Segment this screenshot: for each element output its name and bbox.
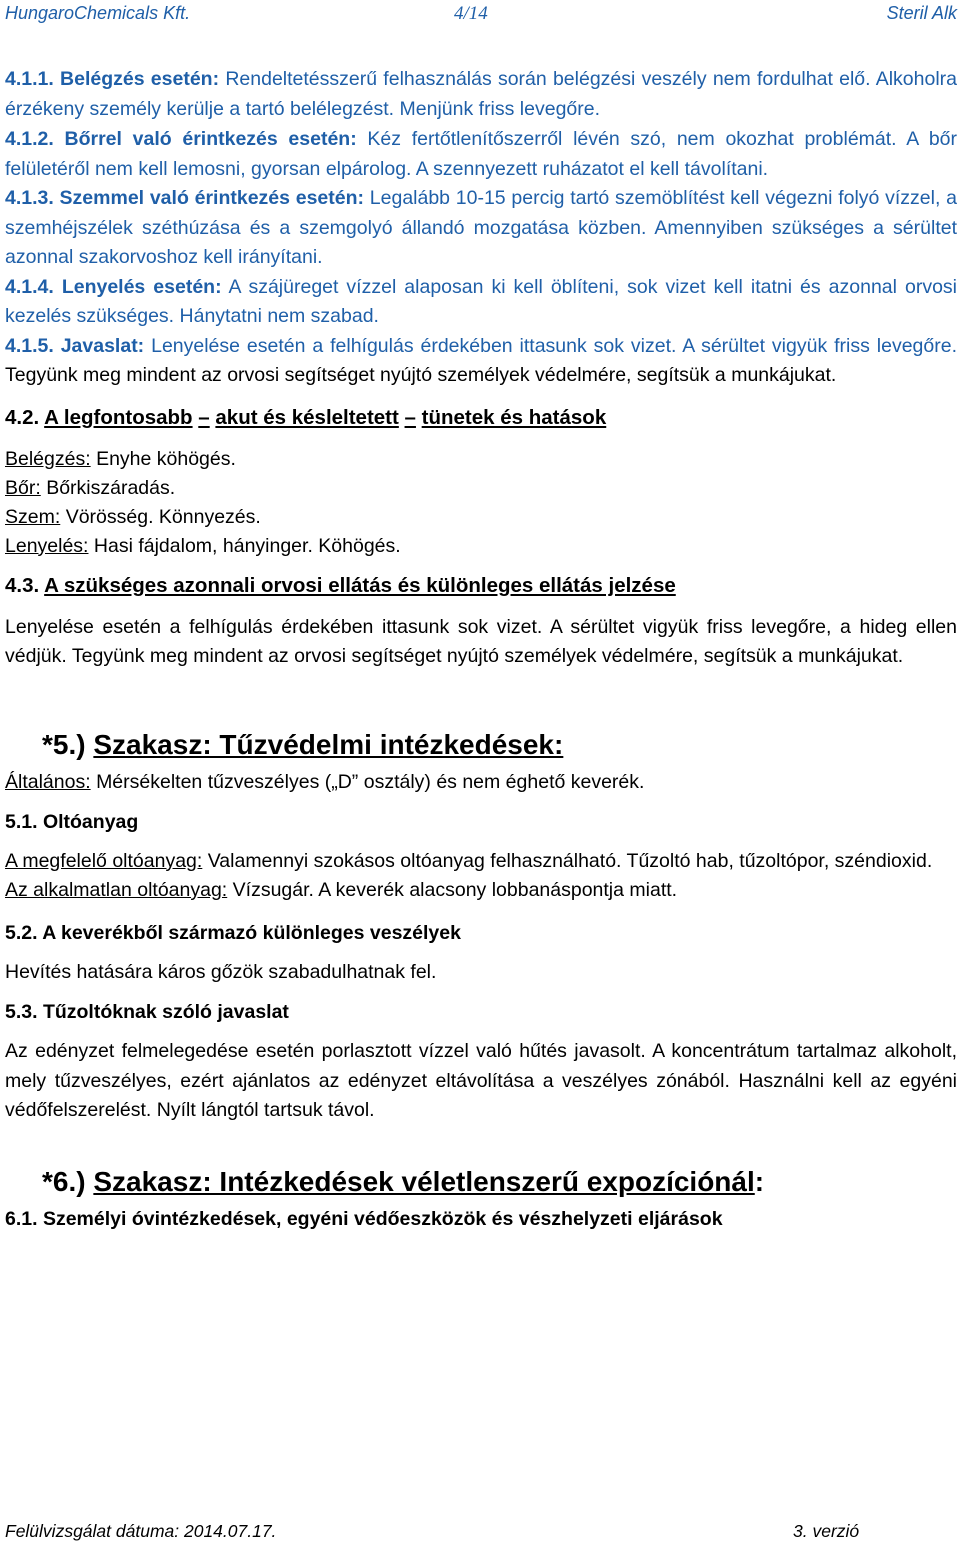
document-page — [5, 0, 957, 1547]
section-number: 4.1.1. — [5, 68, 54, 90]
header-company: HungaroChemicals Kft. — [5, 3, 191, 23]
section-title: Szakasz: Tűzvédelmi intézkedések: — [93, 728, 564, 760]
general-info — [5, 768, 957, 797]
section-number: 4.3. — [5, 573, 40, 597]
subsection-5-3-title: 5.3. Tűzoltóknak szóló javaslat — [5, 1001, 289, 1023]
symptom-item — [5, 532, 957, 561]
section-text-3: Használni kell az egyéni védőfelszerelést. — [5, 1069, 957, 1121]
heading-dash-1: – — [198, 405, 210, 429]
section-title: Belégzés esetén: — [60, 68, 220, 90]
section-text: Lenyelése esetén a felhígulás érdekében ittasunk sok vizet. A sérültet vigyük friss levegőre, a hideg ellen védjük. — [5, 615, 957, 667]
section-title: Bőrrel való érintkezés esetén: — [64, 128, 357, 150]
section-5-heading — [5, 727, 957, 763]
section-title: Szemmel való érintkezés esetén: — [59, 187, 365, 209]
section-4-2-heading — [5, 403, 957, 433]
section-number: 4.1.5. — [5, 334, 54, 357]
section-text: Rendeltetésszerű felhasználás során belégzési veszély nem fordulhat elő. Alkoholra érzékeny személy kerülje a tartó belélegzést. Menjünk friss levegőre. — [5, 68, 957, 120]
symptoms-list — [5, 445, 957, 561]
section-title: Szakasz: Intézkedések véletlenszerű expozíciónál — [93, 1165, 755, 1197]
symptom-text: Enyhe köhögés. — [96, 447, 236, 470]
section-colon: : — [754, 1165, 765, 1197]
symptom-text: Hasi fájdalom, hányinger. Köhögés. — [93, 534, 401, 557]
symptom-label: Szem: — [5, 505, 61, 528]
section-text: Lenyelése esetén a felhígulás érdekében ittasunk sok vizet. A sérültet vigyük friss levegőre. — [151, 334, 957, 357]
section-6-heading — [5, 1164, 957, 1200]
subsection-5-2-title: 5.2. A keverékből származó különleges veszélyek — [5, 921, 461, 944]
section-prefix: *6. — [42, 1165, 77, 1197]
subsection-5-3-text — [5, 1037, 957, 1126]
header-page-number: 4/14 — [454, 3, 488, 24]
section-text-2: Amennyiben szükséges a sérültet azonnal szakorvoshoz kell irányítani. — [5, 216, 958, 268]
section-number: 4.1.3. — [5, 187, 54, 209]
section-text: A szájüreget vízzel alaposan ki kell öblíteni, sok vizet kell itatni és azonnal orvosi kezelés szükséges. — [5, 275, 957, 327]
header-product: Steril Alk — [886, 3, 957, 23]
section-number: 4.1.4. — [5, 275, 54, 298]
symptom-label: Bőr: — [5, 476, 41, 499]
section-4-3-heading — [5, 571, 957, 601]
page-header — [5, 3, 957, 29]
section-text-2: Hánytatni nem szabad. — [179, 305, 379, 327]
symptom-item — [5, 474, 957, 503]
footer-review-date: Felülvizsgálat dátuma: 2014.07.17. — [5, 1521, 277, 1541]
document-body — [5, 64, 957, 1234]
subsection-5-1-title: 5.1. Oltóanyag — [5, 810, 139, 833]
section-paren: ) — [76, 1165, 86, 1197]
heading-dash-2: – — [404, 405, 416, 429]
section-4-1-1 — [5, 64, 957, 124]
suitable-extinguisher — [5, 847, 957, 877]
symptom-label: Lenyelés: — [5, 534, 89, 557]
suitable-text: Valamennyi szokásos oltóanyag felhasználható. — [207, 849, 622, 872]
section-4-1-3 — [5, 184, 957, 273]
unsuitable-text-2: A keverék alacsony lobbanáspontja miatt. — [318, 879, 678, 901]
suitable-text-2: Tűzoltó hab, tűzoltópor, széndioxid. — [626, 849, 933, 872]
heading-part-1: A legfontosabb — [44, 405, 193, 429]
section-title: Lenyelés esetén: — [61, 275, 222, 298]
heading-part-3: tünetek és hatások — [421, 405, 607, 429]
heading-title: A szükséges azonnali orvosi ellátás és különleges ellátás jelzése — [44, 573, 676, 597]
footer-version: 3. verzió — [793, 1521, 860, 1541]
symptom-text: Bőrkiszáradás. — [46, 476, 176, 499]
section-text-4: Nyílt lángtól tartsuk távol. — [156, 1099, 375, 1121]
suitable-label: A megfelelő oltóanyag: — [5, 849, 203, 872]
section-text-2: A koncentrátum tartalmaz alkoholt, mely tűzveszélyes, ezért ajánlatos az edényzet eltávolítása a veszélyes zónából. — [5, 1040, 957, 1092]
section-4-1-2 — [5, 124, 957, 184]
section-4-3-text — [5, 613, 957, 672]
subsection-6-1-title: 6.1. Személyi óvintézkedések, egyéni védőeszközök és vészhelyzeti eljárások — [5, 1207, 723, 1230]
symptom-text: Vörösség. Könnyezés. — [65, 505, 261, 528]
section-4-1-4 — [5, 273, 957, 332]
general-text: Mérsékelten tűzveszélyes („D” osztály) és nem éghető keverék. — [96, 770, 645, 793]
section-paren: ) — [76, 728, 86, 760]
symptom-item — [5, 445, 957, 474]
unsuitable-extinguisher — [5, 876, 957, 906]
section-prefix: *5. — [42, 728, 77, 760]
section-number: 4.2. — [5, 405, 40, 429]
symptom-item — [5, 503, 957, 532]
section-text-2: Tegyünk meg mindent az orvosi segítséget nyújtó személyek védelmére, segítsük a munkájukat. — [71, 645, 904, 667]
section-text: Kéz fertőtlenítőszerről lévén szó, nem okozhat problémát. A bőr felületéről nem kell lemosni, gyorsan elpárolog. A szennyezett ruházatot el kell távolítani. — [5, 128, 958, 180]
general-label: Általános: — [5, 770, 91, 793]
subsection-5-2-text: Hevítés hatására káros gőzök szabadulhatnak fel. — [5, 960, 437, 983]
section-text: Az edényzet felmelegedése esetén porlasztott vízzel való hűtés javasolt. — [5, 1040, 646, 1062]
unsuitable-label: Az alkalmatlan oltóanyag: — [5, 879, 228, 901]
section-text-2: Tegyünk meg mindent az orvosi segítséget nyújtó személyek védelmére, segítsük a munkájukat. — [5, 364, 837, 386]
section-4-1-5 — [5, 332, 957, 391]
section-number: 4.1.2. — [5, 128, 54, 150]
unsuitable-text: Vízsugár. — [232, 879, 314, 901]
section-text: Legalább 10-15 percig tartó szemöblítést kell végezni folyó vízzel, a szemhéjszélek széthúzása és a szemgolyó állandó mozgatása közben. — [5, 187, 957, 239]
heading-part-2: akut és késleltetett — [215, 405, 399, 429]
section-title: Javaslat: — [60, 334, 145, 357]
symptom-label: Belégzés: — [5, 447, 91, 470]
